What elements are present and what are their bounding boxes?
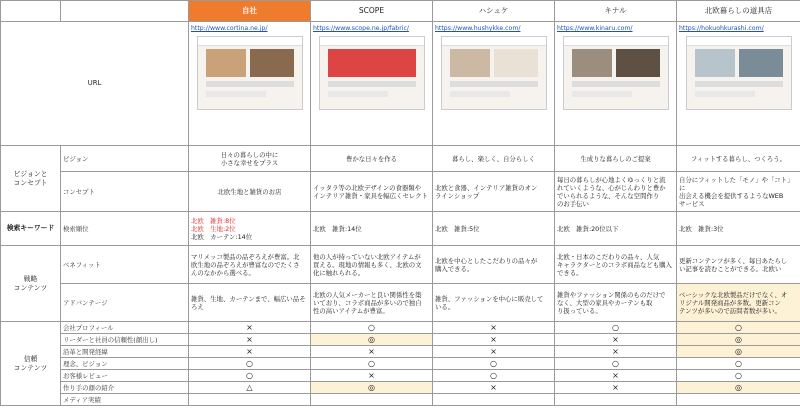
trust-mark: × [555, 370, 677, 382]
benefit-cell: 北欧を中心としたこだわりの品々が 購入できる。 [433, 246, 555, 284]
trust-mark: × [189, 322, 311, 334]
trust-mark: × [433, 334, 555, 346]
concept-cell: 自分にフィットした「モノ」や「コト」に 出会える機会を提供するようなWEB サービス [677, 172, 800, 212]
trust-row [1, 322, 800, 334]
advantage-label: アドバンテージ [61, 284, 189, 322]
trust-mark: ○ [677, 358, 800, 370]
trust-mark [311, 394, 433, 406]
trust-row [1, 370, 800, 382]
url-cell [555, 22, 677, 146]
trust-mark [189, 394, 311, 406]
advantage-cell: 雑貨やファッション関係のものだけで なく、大型の家具やカーテンも取 り扱っている。 [555, 284, 677, 322]
url-link[interactable]: https://www.kinaru.com/ [557, 25, 633, 32]
trust-mark: ○ [311, 358, 433, 370]
trust-mark: ○ [555, 358, 677, 370]
url-link[interactable]: https://hokuohkurashi.com/ [679, 25, 764, 32]
url-link[interactable]: https://www.hushykke.com/ [435, 25, 521, 32]
column-header-kinaru: キナル [555, 1, 677, 22]
advantage-cell: ベーシックな北欧製品だけでなく、オ リジナル開発商品が多数。更新コン テンツが多いので訪問者数が多い。 [677, 284, 800, 322]
advantage-cell: 雑貨、生地、カーテンまで、幅広い品そ ろえ [189, 284, 311, 322]
trust-mark [555, 394, 677, 406]
keyword-cell: 北欧 雑貨:14位 [311, 212, 433, 246]
benefit-row [1, 246, 800, 284]
corner-cell [61, 1, 189, 22]
trust-row [1, 358, 800, 370]
url-cell [677, 22, 800, 146]
trust-mark [677, 394, 800, 406]
keyword-label: 検索順位 [61, 212, 189, 246]
trust-mark: ○ [189, 358, 311, 370]
benefit-cell: 更新コンテンツが多く、毎日あたらし い記事を読むことができる。北欧い [677, 246, 800, 284]
url-cell [189, 22, 311, 146]
trust-mark: × [433, 322, 555, 334]
keyword-rank: 北欧 雑貨:8位 [191, 216, 236, 225]
trust-row [1, 334, 800, 346]
trust-mark: ○ [677, 322, 800, 334]
keyword-rank: 北欧 生地:2位 [191, 224, 236, 233]
keyword-cell: 北欧 雑貨:5位 [433, 212, 555, 246]
column-header-hushykke: ハシュケ [433, 1, 555, 22]
keyword-cell: 北欧 雑貨:20位以下 [555, 212, 677, 246]
keyword-rank: 北欧 カーテン:14位 [191, 232, 253, 241]
url-label: URL [1, 22, 189, 146]
trust-label: 沿革と開発経緯 [61, 346, 189, 358]
concept-cell: 北欧と食器、インテリア雑貨のオン ラインショップ [433, 172, 555, 212]
trust-mark: ○ [433, 358, 555, 370]
keyword-row [1, 212, 800, 246]
column-header-hokuohkurashi: 北欧暮らしの道具店 [677, 1, 800, 22]
vision-row [1, 146, 800, 172]
trust-mark: × [189, 334, 311, 346]
vision-category: ビジョンと コンセプト [1, 146, 61, 212]
site-screenshot-cortina [197, 36, 303, 110]
trust-mark [433, 394, 555, 406]
trust-row [1, 346, 800, 358]
header-row [1, 1, 800, 22]
trust-mark: ○ [189, 370, 311, 382]
trust-label: 会社プロフィール [61, 322, 189, 334]
concept-row [1, 172, 800, 212]
trust-label: 作り手の顔の紹介 [61, 382, 189, 394]
trust-row [1, 394, 800, 406]
site-screenshot-kinaru [563, 36, 669, 110]
vision-cell: 生成りな暮らしのご提案 [555, 146, 677, 172]
vision-label: ビジョン [61, 146, 189, 172]
trust-mark: × [555, 334, 677, 346]
trust-mark: ◎ [677, 382, 800, 394]
url-cell [311, 22, 433, 146]
trust-mark: ◎ [677, 334, 800, 346]
vision-cell: 日々の暮らしの中に 小さな幸せをプラス [189, 146, 311, 172]
url-cell [433, 22, 555, 146]
url-link[interactable]: https://www.scope.ne.jp/fabric/ [313, 25, 409, 32]
advantage-cell: 北欧の人気メーカーと良い関係性を築 いており、コラボ商品が多いので独自 性の高いアイテムが豊富。 [311, 284, 433, 322]
concept-cell: 毎日の暮らしが心地よくゆっくりと流 れていくような、心がじんわりと豊か でいられるような、そんな空間作り のお手伝い [555, 172, 677, 212]
trust-mark: × [433, 382, 555, 394]
trust-mark: ○ [677, 370, 800, 382]
trust-mark: × [189, 346, 311, 358]
trust-mark: ○ [311, 322, 433, 334]
vision-cell: フィットする暮らし、つくろう。 [677, 146, 800, 172]
vision-cell: 豊かな日々を作る [311, 146, 433, 172]
concept-cell: イッタラ等の北欧デザインの食器類や インテリア雑貨・家具を幅広くセレクト [311, 172, 433, 212]
concept-label: コンセプト [61, 172, 189, 212]
strategy-category: 戦略 コンテンツ [1, 246, 61, 322]
trust-mark: × [311, 346, 433, 358]
trust-category: 信頼 コンテンツ [1, 322, 61, 406]
trust-label: リーダーと社員の信頼性(顔出し) [61, 334, 189, 346]
keyword-own-cell [189, 212, 311, 246]
trust-mark: ◎ [311, 334, 433, 346]
vision-cell: 暮らし、楽しく、自分らしく [433, 146, 555, 172]
trust-label: 理念、ビジョン [61, 358, 189, 370]
advantage-row [1, 284, 800, 322]
advantage-cell: 雑貨、ファッションを中心に販売して いる。 [433, 284, 555, 322]
trust-mark: × [555, 346, 677, 358]
trust-mark: × [433, 346, 555, 358]
column-header-scope: SCOPE [311, 1, 433, 22]
site-screenshot-scope [319, 36, 425, 110]
trust-mark: △ [189, 382, 311, 394]
corner-cell [1, 1, 61, 22]
keyword-category: 検索キーワード [1, 212, 61, 246]
url-row [1, 22, 800, 146]
trust-mark: × [311, 370, 433, 382]
trust-mark: ◎ [311, 382, 433, 394]
column-header-own: 自社 [189, 1, 311, 22]
trust-row [1, 382, 800, 394]
trust-mark: ○ [433, 370, 555, 382]
benefit-cell: 北欧・日本のこだわりの品々、人気 キャラクターとのコラボ商品なども購入 できる。 [555, 246, 677, 284]
benefit-cell: 他の人が持っていない北欧アイテムが 買える。現地の情報も多く、北欧の文 化に触れられる。 [311, 246, 433, 284]
trust-label: お客様レビュー [61, 370, 189, 382]
trust-label: メディア実績 [61, 394, 189, 406]
concept-cell: 北欧生地と雑貨のお店 [189, 172, 311, 212]
site-screenshot-hokuohkurashi [686, 36, 792, 110]
benefit-label: ベネフィット [61, 246, 189, 284]
trust-mark: ◎ [677, 346, 800, 358]
url-link[interactable]: http://www.cortina.ne.jp/ [191, 25, 268, 32]
keyword-cell: 北欧 雑貨:3位 [677, 212, 800, 246]
site-screenshot-hushykke [441, 36, 547, 110]
trust-mark: ○ [555, 322, 677, 334]
trust-mark: × [555, 382, 677, 394]
benefit-cell: マリメッコ製品の品ぞろえが豊富。北 欧生地の品ぞろえが豊富なのでたくさ んのなかから選べる。 [189, 246, 311, 284]
